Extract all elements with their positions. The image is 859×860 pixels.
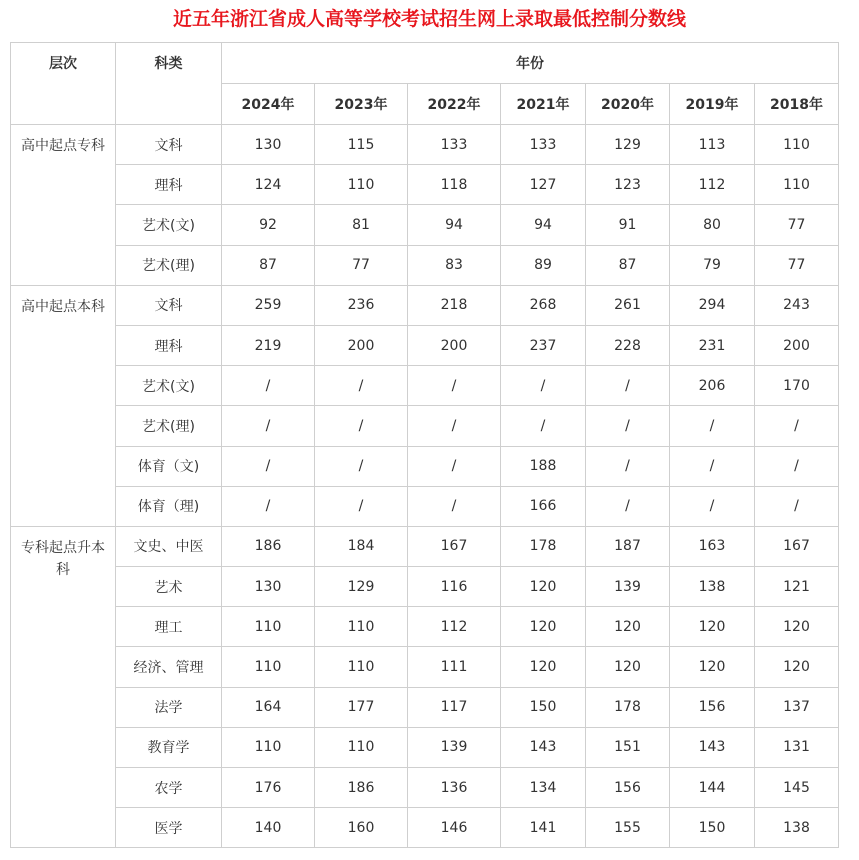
score-cell: 138 [670,567,755,607]
score-cell: 110 [222,727,315,767]
score-cell: 155 [586,808,670,848]
score-cell: 150 [501,687,586,727]
score-cell: 184 [315,526,408,566]
table-row [11,486,839,526]
header-level: 层次 [11,43,116,125]
score-cell: 89 [501,245,586,285]
score-cell: 79 [670,245,755,285]
score-cell: / [315,366,408,406]
score-cell: 170 [755,366,839,406]
table-row [11,768,839,808]
score-cell: 167 [755,526,839,566]
subject-cell: 文史、中医 [116,526,222,566]
score-cell: 118 [408,165,501,205]
score-cell: 110 [315,727,408,767]
subject-cell: 教育学 [116,727,222,767]
subject-cell: 艺术(理) [116,245,222,285]
subject-cell: 艺术(文) [116,205,222,245]
score-cell: / [222,486,315,526]
score-cell: / [670,486,755,526]
score-cell: 200 [408,325,501,365]
score-cell: 80 [670,205,755,245]
score-cell: 130 [222,125,315,165]
page-title: 近五年浙江省成人高等学校考试招生网上录取最低控制分数线 [172,8,686,30]
score-cell: 139 [586,567,670,607]
score-cell: 77 [755,245,839,285]
score-cell: / [501,366,586,406]
header-year: 2021年 [501,84,586,125]
score-cell: 112 [408,607,501,647]
table-body [11,125,839,848]
subject-cell: 体育（理) [116,486,222,526]
score-cell: 111 [408,647,501,687]
subject-cell: 农学 [116,768,222,808]
header-year: 2024年 [222,84,315,125]
score-cell: 136 [408,768,501,808]
score-cell: 117 [408,687,501,727]
level-cell: 专科起点升本科 [11,526,116,848]
score-cell: 120 [670,607,755,647]
table-row [11,446,839,486]
score-cell: 123 [586,165,670,205]
subject-cell: 法学 [116,687,222,727]
subject-cell: 医学 [116,808,222,848]
table-row [11,366,839,406]
score-cell: 206 [670,366,755,406]
level-cell: 高中起点专科 [11,125,116,286]
subject-cell: 艺术(文) [116,366,222,406]
score-cell: 120 [501,567,586,607]
score-cell: 143 [670,727,755,767]
score-cell: 156 [586,768,670,808]
score-cell: / [755,406,839,446]
score-cell: / [586,406,670,446]
header-year: 2023年 [315,84,408,125]
score-cell: 121 [755,567,839,607]
score-cell: / [670,446,755,486]
score-cell: 178 [501,526,586,566]
score-cell: / [408,486,501,526]
header-year: 2019年 [670,84,755,125]
score-cell: / [755,486,839,526]
table-row [11,205,839,245]
header-subject: 科类 [116,43,222,125]
score-cell: 131 [755,727,839,767]
score-cell: 120 [755,607,839,647]
score-cell: / [501,406,586,446]
score-cell: 110 [755,165,839,205]
score-cell: 120 [670,647,755,687]
score-table [10,42,839,848]
score-cell: 188 [501,446,586,486]
score-cell: 150 [670,808,755,848]
score-cell: 134 [501,768,586,808]
score-cell: 112 [670,165,755,205]
score-cell: 151 [586,727,670,767]
score-cell: / [315,486,408,526]
score-cell: 186 [315,768,408,808]
score-cell: 87 [586,245,670,285]
score-cell: 115 [315,125,408,165]
table-row [11,687,839,727]
score-cell: 187 [586,526,670,566]
score-cell: 236 [315,285,408,325]
score-cell: 177 [315,687,408,727]
score-cell: / [408,406,501,446]
score-cell: 164 [222,687,315,727]
score-cell: 219 [222,325,315,365]
score-cell: 120 [501,607,586,647]
table-row [11,285,839,325]
table-row [11,727,839,767]
subject-cell: 理科 [116,165,222,205]
score-cell: 200 [755,325,839,365]
score-cell: 91 [586,205,670,245]
score-cell: 294 [670,285,755,325]
score-cell: 163 [670,526,755,566]
score-cell: 231 [670,325,755,365]
table-row [11,526,839,566]
score-cell: 116 [408,567,501,607]
score-cell: 110 [315,607,408,647]
score-cell: / [408,446,501,486]
score-cell: 228 [586,325,670,365]
table-row [11,607,839,647]
table-row [11,325,839,365]
score-cell: 167 [408,526,501,566]
subject-cell: 文科 [116,285,222,325]
table-row [11,125,839,165]
score-cell: / [315,406,408,446]
table-row [11,647,839,687]
subject-cell: 艺术 [116,567,222,607]
score-cell: 140 [222,808,315,848]
score-cell: / [586,366,670,406]
score-cell: 144 [670,768,755,808]
score-cell: 200 [315,325,408,365]
score-cell: 143 [501,727,586,767]
score-cell: 178 [586,687,670,727]
subject-cell: 艺术(理) [116,406,222,446]
score-cell: 120 [755,647,839,687]
subject-cell: 经济、管理 [116,647,222,687]
table-row [11,245,839,285]
score-cell: / [222,366,315,406]
score-cell: / [586,486,670,526]
subject-cell: 体育（文) [116,446,222,486]
score-cell: 133 [501,125,586,165]
score-cell: 110 [315,165,408,205]
score-cell: 133 [408,125,501,165]
score-cell: 139 [408,727,501,767]
score-cell: 176 [222,768,315,808]
score-cell: 160 [315,808,408,848]
score-cell: 120 [586,607,670,647]
score-cell: 124 [222,165,315,205]
score-cell: / [755,446,839,486]
score-cell: 110 [222,607,315,647]
score-cell: 243 [755,285,839,325]
score-cell: 218 [408,285,501,325]
score-cell: 166 [501,486,586,526]
score-cell: 81 [315,205,408,245]
score-cell: / [408,366,501,406]
score-cell: 92 [222,205,315,245]
score-cell: 137 [755,687,839,727]
score-cell: 138 [755,808,839,848]
score-cell: 120 [501,647,586,687]
score-cell: 110 [315,647,408,687]
score-cell: 237 [501,325,586,365]
score-cell: 156 [670,687,755,727]
subject-cell: 文科 [116,125,222,165]
header-year-group: 年份 [222,43,839,84]
score-cell: 129 [315,567,408,607]
score-cell: 129 [586,125,670,165]
score-cell: / [670,406,755,446]
score-cell: / [586,446,670,486]
score-cell: 83 [408,245,501,285]
score-cell: 87 [222,245,315,285]
score-cell: 186 [222,526,315,566]
score-cell: 77 [315,245,408,285]
table-row [11,567,839,607]
table-row [11,406,839,446]
score-cell: / [315,446,408,486]
score-cell: 110 [222,647,315,687]
table-row [11,808,839,848]
score-cell: 77 [755,205,839,245]
subject-cell: 理科 [116,325,222,365]
score-cell: 268 [501,285,586,325]
header-year: 2018年 [755,84,839,125]
header-year: 2022年 [408,84,501,125]
score-cell: 94 [408,205,501,245]
score-cell: 130 [222,567,315,607]
score-cell: 261 [586,285,670,325]
score-cell: 113 [670,125,755,165]
score-cell: 120 [586,647,670,687]
score-cell: 146 [408,808,501,848]
score-cell: 110 [755,125,839,165]
score-cell: / [222,446,315,486]
score-cell: 94 [501,205,586,245]
score-cell: 145 [755,768,839,808]
table-row [11,165,839,205]
score-cell: 127 [501,165,586,205]
level-cell: 高中起点本科 [11,285,116,526]
subject-cell: 理工 [116,607,222,647]
score-cell: 141 [501,808,586,848]
header-year: 2020年 [586,84,670,125]
score-cell: 259 [222,285,315,325]
score-cell: / [222,406,315,446]
